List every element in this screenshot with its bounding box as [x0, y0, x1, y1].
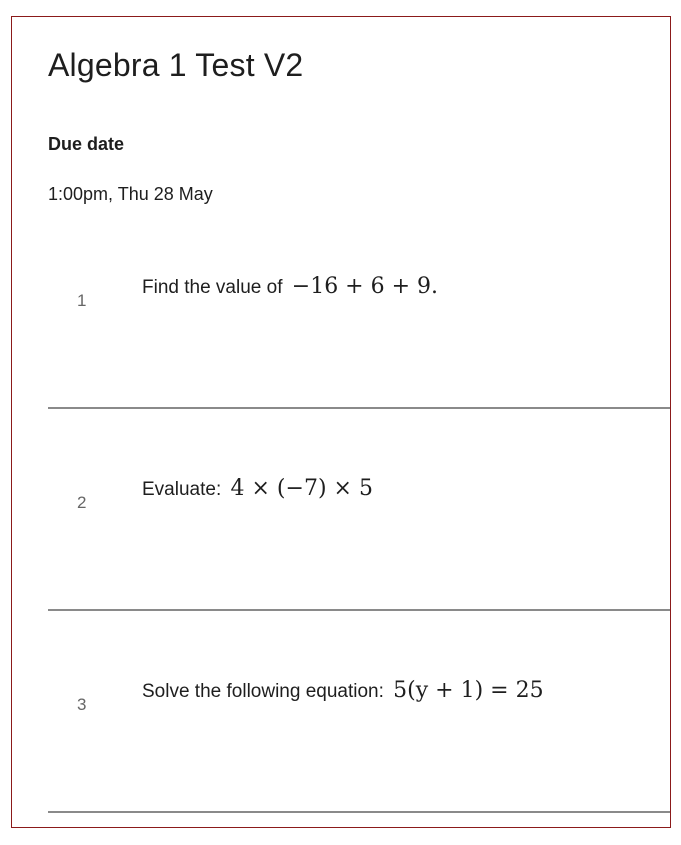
question-number: 2 [77, 493, 87, 512]
due-date-label: Due date [48, 134, 125, 154]
question-prompt: Find the value of [142, 277, 283, 298]
question-math-expression: 5(y + 1) = 25 [393, 678, 544, 703]
question-math-expression: −16 + 6 + 9. [291, 274, 439, 299]
question-prompt: Solve the following equation: [142, 681, 384, 702]
question-number: 3 [77, 695, 87, 714]
question-text [142, 274, 438, 299]
question-text [142, 476, 373, 501]
question-item-2[interactable] [48, 409, 671, 611]
question-number: 1 [77, 291, 87, 310]
question-item-3[interactable] [48, 611, 671, 813]
question-text [142, 678, 544, 703]
assignment-panel [11, 16, 671, 828]
question-divider [48, 811, 671, 813]
question-prompt: Evaluate: [142, 479, 222, 500]
page-title: Algebra 1 Test V2 [48, 47, 304, 83]
question-item-1[interactable] [48, 207, 671, 409]
question-math-expression: 4 × (−7) × 5 [230, 476, 373, 501]
due-date-value: 1:00pm, Thu 28 May [48, 184, 213, 204]
